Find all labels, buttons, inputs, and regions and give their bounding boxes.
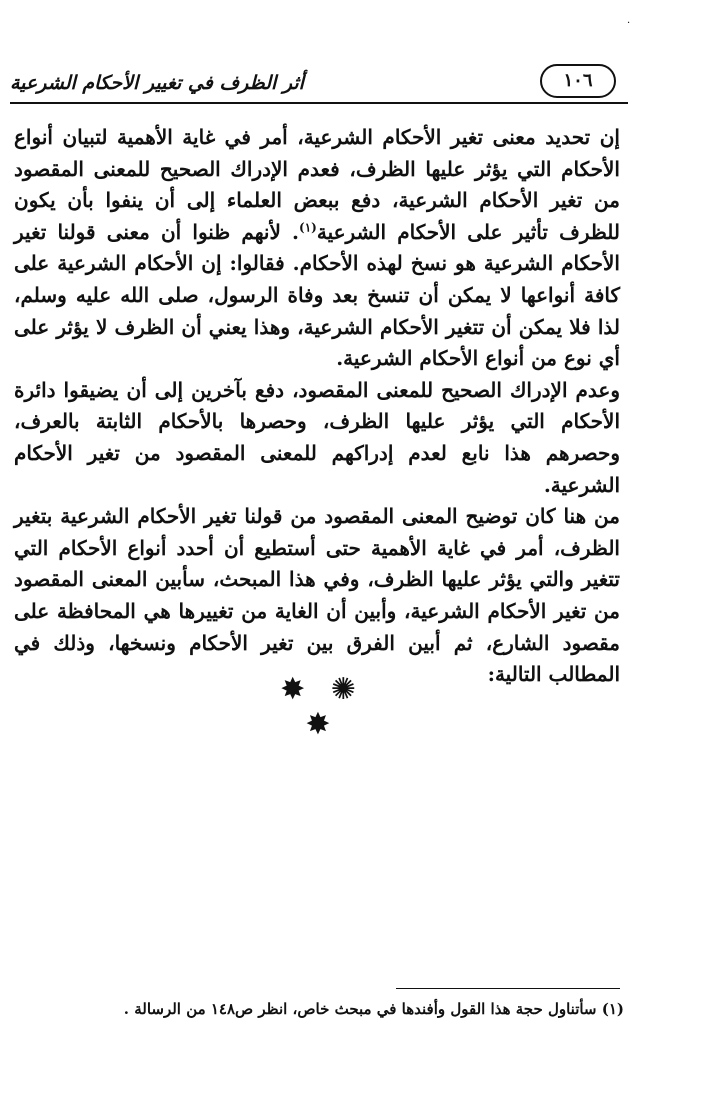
scan-speck: ·: [627, 18, 631, 29]
paragraph-3: من هنا كان توضيح المعنى المقصود من قولنا تغير الأحكام الشرعية بتغير الظرف، أمر في غاية الأهمية حتى أستطيع أن أحدد أنواع الأحكام التي تتغير والتي يؤثر عليها الظرف، وفي هذا المبحث، سأبين المعنى المقصود من تغير الأحكام الشرعية، وأبين أن الغاية من تغييرها هي المحافظة على مقصود الشارع، ثم أبين الفرق بين تغير الأحكام ونسخها، وذلك في المطالب التالية:: [14, 504, 620, 687]
page-header: [10, 58, 628, 104]
footnote-divider: [396, 988, 620, 989]
paragraph-2: وعدم الإدراك الصحيح للمعنى المقصود، دفع بآخرين إلى أن يضيقوا دائرة الأحكام التي يؤثر عليها الظرف، وحصرها بالأحكام الثابتة بالعرف، وحصرهم هذا نابع لعدم إدراكهم للمعنى المقصود من تغير الأحكام الشرعية.: [14, 377, 620, 497]
footnote-reference: (١): [299, 220, 317, 235]
paragraph-1-rest: . لأنهم ظنوا أن معنى قولنا تغير الأحكام الشرعية هو نسخ لهذه الأحكام. فقالوا: إن الأحكام الشرعية على كافة أنواعها لا يمكن أن تنسخ بعد وفاة الرسول، صلى الله عليه وسلم، لذا فلا يمكن أن تتغير الأحكام الشرعية، وهذا يعني أن الظرف لا يؤثر على أي نوع من أنواع الأحكام الشرعية.: [14, 219, 620, 371]
footnote: (١) سأتناول حجة هذا القول وأفندها في مبحث خاص، انظر ص١٤٨ من الرسالة .: [123, 1000, 624, 1018]
paragraph-1: [14, 122, 620, 375]
running-title: أثر الظرف في تغيير الأحكام الشرعية: [10, 72, 304, 94]
main-text: [14, 122, 620, 691]
page-number: ١٠٦: [540, 64, 616, 98]
paragraph-1-main: إن تحديد معنى تغير الأحكام الشرعية، أمر في غاية الأهمية لتبيان أنواع الأحكام التي يؤثر عليها الظرف، فعدم الإدراك الصحيح للمعنى المقصود من تغير الأحكام الشرعية، دفع ببعض العلماء إلى أن ينفوا بأن يكون للظرف تأثير على الأحكام الشرعية: [14, 125, 621, 244]
section-ornament-icon: ✸ ✺ ✸: [280, 672, 364, 742]
